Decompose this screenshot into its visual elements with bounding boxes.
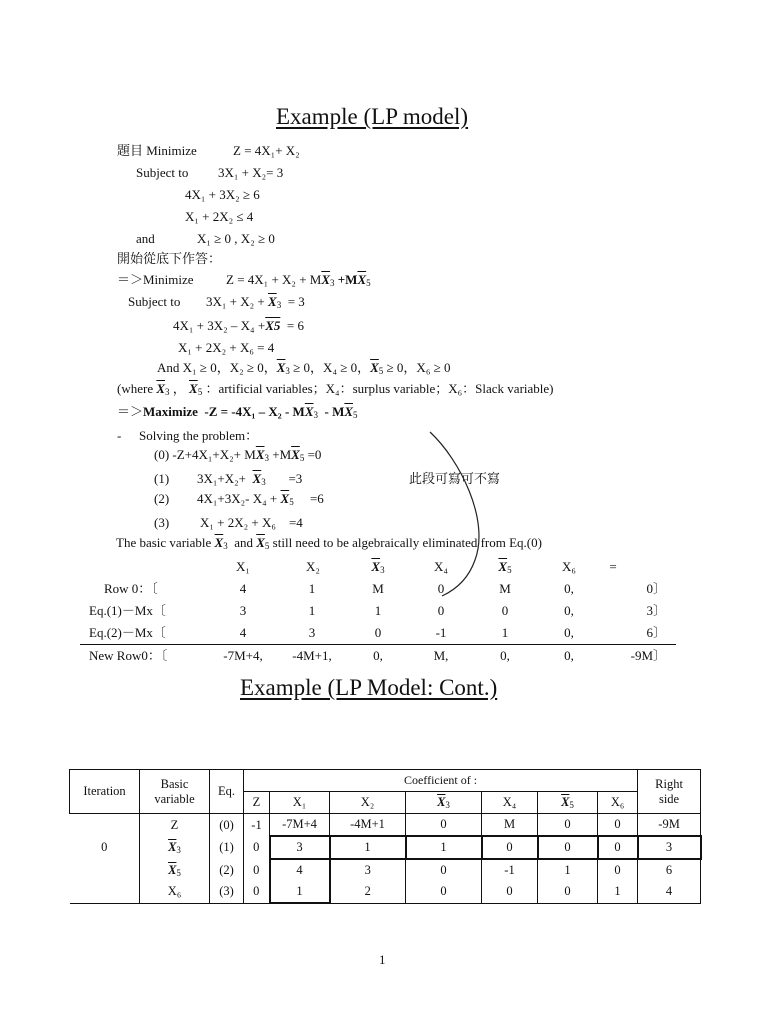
cell: -1 [244,814,270,837]
pivot-row-cell: 1 [330,836,406,859]
pivot-col-cell: 4 [270,859,330,881]
cell: 0 [244,859,270,881]
row-cell: 0 [501,603,509,618]
row-cell: 3〕 [646,603,666,618]
cell: -1 [482,859,538,881]
basic-var: Z [140,814,210,837]
nonnegativity: X₁ ≥ 0 , X₂ ≥ 0 [197,231,275,246]
header-eq: Eq. [210,770,244,814]
pivot-row-cell: 3 [638,836,701,859]
pivot-col-cell: 1 [270,881,330,903]
header-basic: Basic [140,770,210,792]
optional-note: 此段可寫可不寫 [409,471,501,486]
pivot-row-cell: 1 [406,836,482,859]
eq-0: (0) $-Z+4X_1+X_2+ M\overline{X}_3 +M\overline{X}_5 =0$ [154,447,322,463]
page-title: Example (LP model) [276,104,469,129]
cell: -9M [638,814,701,837]
col-header-x6: X₆ [562,559,576,574]
row-cell: 0〕 [646,581,666,596]
eq-1: $3X_1+X_2+ \overline{X}_3$ =3 [197,471,303,487]
cell: 0 [598,814,638,837]
eq-1-label: (1) [154,471,170,486]
cell: -4M+1 [330,814,406,837]
cell: 1 [538,859,598,881]
row-cell: 4 [239,581,247,596]
r-constraint-1: $3X_1 + X_2 + \overline{X}_3 = 3$ [206,294,305,310]
row-cell: 0 [437,581,445,596]
row-cell: 1 [374,603,382,618]
cell: 0 [482,881,538,903]
header-coefficient: Coefficient of : [244,770,638,792]
pivot-row-cell: 0 [538,836,598,859]
col-header-x2: X₂ [306,559,320,574]
sum-divider [80,644,676,645]
row-cell: 0, [564,603,574,618]
cell: 0 [598,859,638,881]
subject-to: Subject to [136,165,189,180]
row-label: New Row0：〔 [89,648,168,663]
cell: 4 [638,881,701,903]
table-row [70,836,701,859]
r-nonnegativity: And X₁ ≥ 0，X₂ ≥ 0，$\overline{X}_3 \ge 0$，X₄ ≥ 0，$\overline{X}_5 \ge 0$，X₆ ≥ 0 [157,360,451,376]
cell: 0 [244,836,270,859]
pivot-row-cell: 0 [598,836,638,859]
section-title: Example (LP Model: Cont.) [240,675,498,700]
row-cell: 0, [373,648,383,663]
col-x4: X₄ [482,792,538,814]
cell: 2 [330,881,406,903]
eq-num: (3) [210,881,244,903]
col-header-eq: = [609,559,617,574]
eq-2: 4X₁+3X₂- $X_4 + \overline{X}_5$ =6 [197,491,324,507]
header-side: side [638,792,701,814]
table-row [70,881,701,903]
row-cell: 3 [239,603,247,618]
cell: 6 [638,859,701,881]
col-x5: $\overline{X}_5$ [538,792,598,814]
cell: 0 [538,881,598,903]
row-cell: -7M+4, [223,648,263,663]
basic-variable-note: The basic variable $\overline{X}_3$ and $\overline{X}_5$ still need to be algebraically eliminated from Eq.(0) [116,535,542,551]
row-cell: 4 [239,625,247,640]
iteration-value: 0 [70,836,140,859]
cell: 3 [330,859,406,881]
row-cell: 0, [564,625,574,640]
col-x6: X₆ [598,792,638,814]
row-label: Eq.(2)－Mx〔 [89,625,166,640]
row-cell: -4M+1, [292,648,332,663]
eq-3-label: (3) [154,515,170,530]
bullet: - [117,428,122,443]
row-cell: 6〕 [646,625,666,640]
table-row [70,859,701,881]
eq-3: X₁ + 2X₂ + X₆ =4 [200,515,303,530]
cell: 0 [406,814,482,837]
table-row [70,814,701,837]
col-x2: X₂ [330,792,406,814]
cell: 0 [244,881,270,903]
where-line: (where $\overline{X}_3$ ， $\overline{X}_5$ ：artificial variables；X₄：surplus variable；X₆：Slack variable) [117,381,554,397]
row-cell: M [499,581,511,596]
eq-num: (0) [210,814,244,837]
constraint-2: 4X₁ + 3X₂ ≥ 6 [185,187,260,202]
cell: -7M+4 [270,814,330,837]
min-prefix: ＝＞Minimize [117,272,194,287]
and-label: and [136,231,155,246]
constraint-3: X₁ + 2X₂ ≤ 4 [185,209,254,224]
header-iteration: Iteration [70,770,140,814]
cell: M [482,814,538,837]
row-cell: -1 [435,625,447,640]
col-header-x1: X₁ [236,559,250,574]
header-right: Right [638,770,701,792]
row-cell: M, [433,648,449,663]
simplex-tableau [69,769,702,904]
r-constraint-2: 4X₁ + 3X₂ – X₄ +X5 = 6 [173,318,304,333]
solving-heading: Solving the problem： [139,428,259,443]
subject-to-2: Subject to [128,294,181,309]
row-cell: 0, [500,648,510,663]
cell: 0 [538,814,598,837]
eq-2-label: (2) [154,491,170,506]
cell: 0 [406,881,482,903]
col-z: Z [244,792,270,814]
col-header-x4: X₄ [434,559,448,574]
min-objective: $Z = 4X_1 + X_2 + M\overline{X}_3 +M\overline{X}_5$ [226,272,371,288]
r-constraint-3: X₁ + 2X₂ + X₆ = 4 [178,340,275,355]
pivot-row-cell: 0 [482,836,538,859]
answer-intro: 開始從底下作答： [117,251,222,266]
col-x3: $\overline{X}_3$ [406,792,482,814]
page-number: 1 [379,952,386,967]
pivot-row-cell: 3 [270,836,330,859]
objective: Z = 4X₁+ X₂ [233,143,300,158]
row-cell: -9M〕 [630,648,666,663]
row-label: Eq.(1)－Mx〔 [89,603,166,618]
row-cell: 3 [308,625,316,640]
cell: 1 [598,881,638,903]
basic-var: $\overline{X}_3$ [140,836,210,859]
problem-label: 題目 Minimize [117,143,197,158]
row-cell: M [372,581,384,596]
header-variable: variable [140,792,210,814]
basic-var: X₆ [140,881,210,903]
max-line: ＝＞Maximize $-Z = -4X_1 - X_2 - M\overline{X}_3 - M\overline{X}_5$ [117,404,358,420]
row-cell: 0 [437,603,445,618]
row-cell: 1 [308,581,316,596]
row-cell: 1 [308,603,316,618]
col-header-x5: $\overline{X}_5$ [498,559,512,575]
row-cell: 0 [374,625,382,640]
row-cell: 0, [564,648,574,663]
row-label: Row 0：〔 [104,581,158,596]
row-cell: 1 [501,625,509,640]
col-header-x3: $\overline{X}_3$ [371,559,385,575]
col-x1: X₁ [270,792,330,814]
row-cell: 0, [564,581,574,596]
cell: 0 [406,859,482,881]
constraint-1: 3X₁ + X₂= 3 [218,165,284,180]
eq-num: (2) [210,859,244,881]
eq-num: (1) [210,836,244,859]
basic-var: $\overline{X}_5$ [140,859,210,881]
